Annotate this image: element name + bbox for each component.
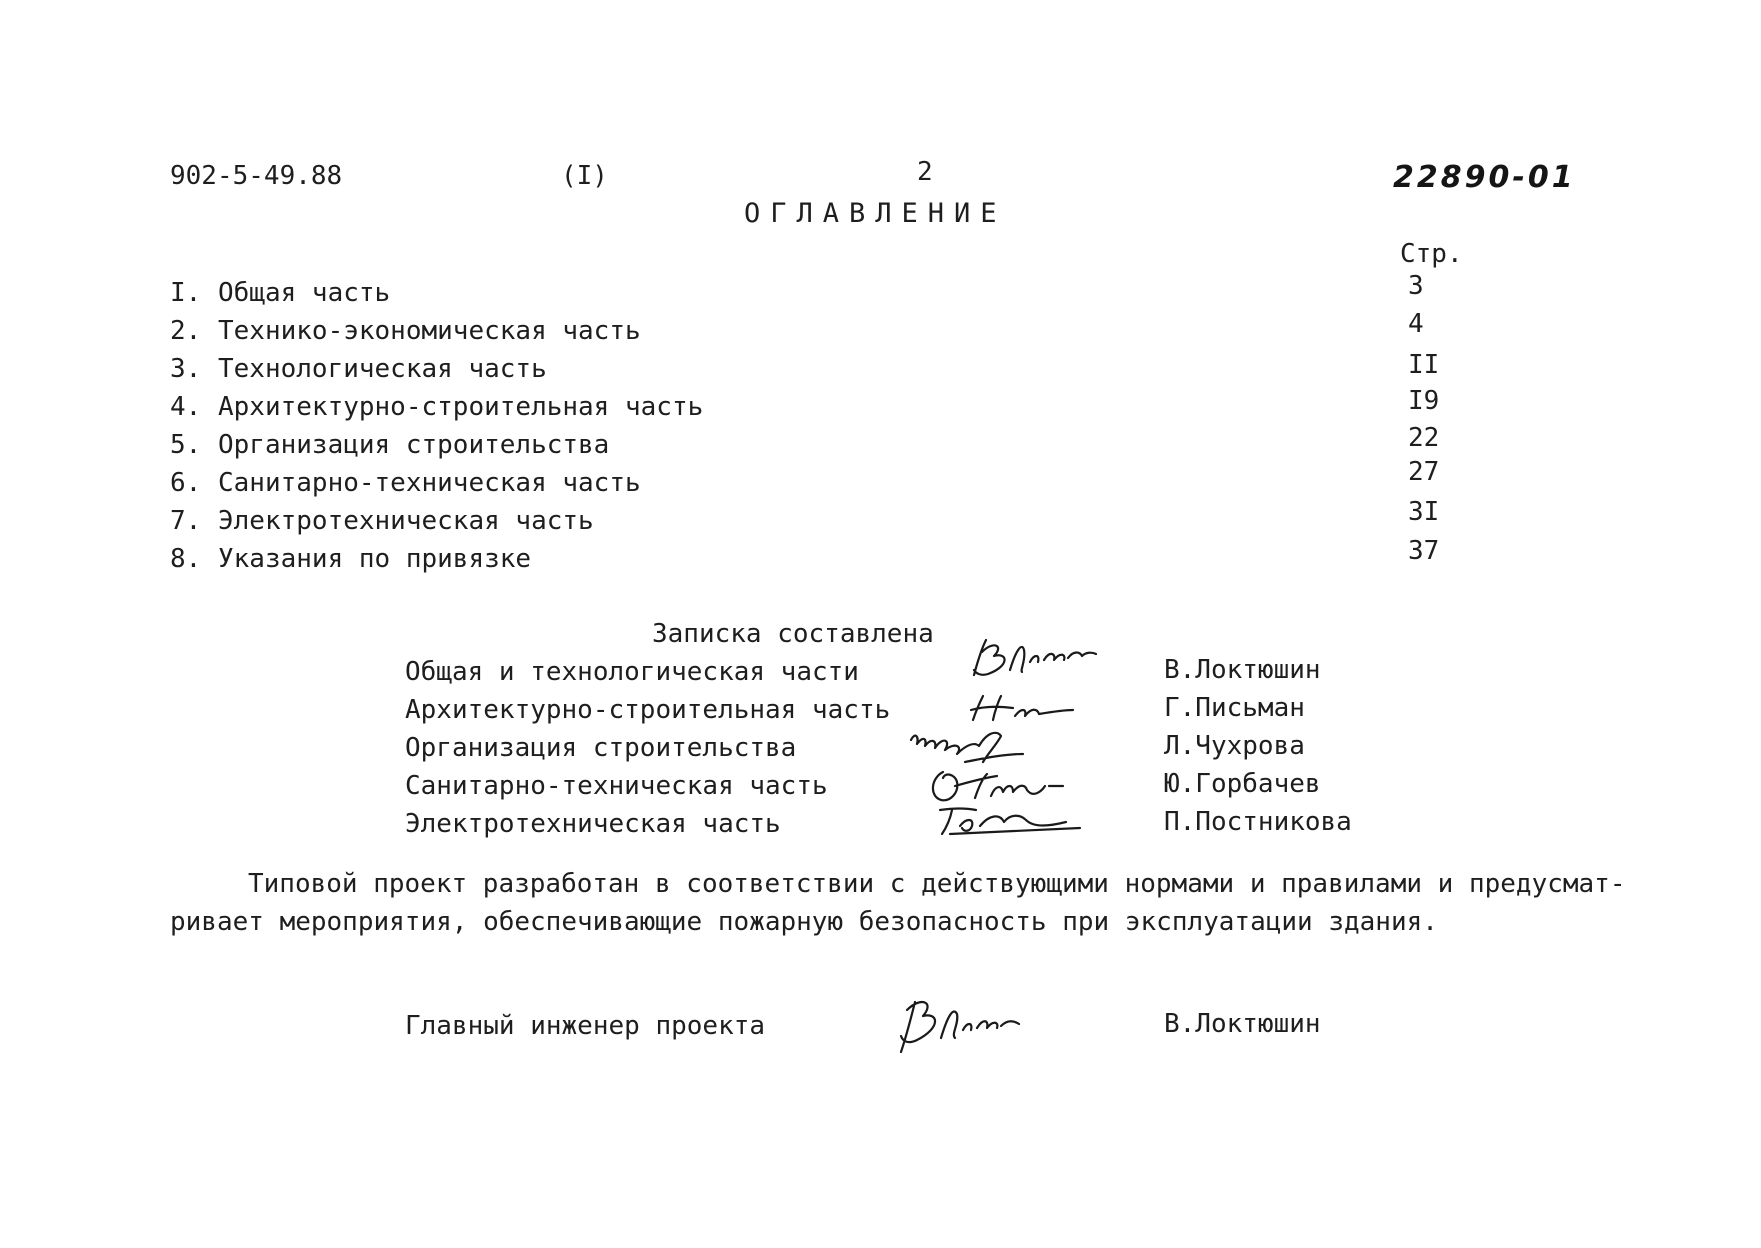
toc-item-title: Общая часть [218, 278, 391, 308]
toc-item-number: 6. [170, 468, 202, 498]
toc-item-page: 3 [1408, 271, 1424, 301]
toc-item-number: 5. [170, 430, 202, 460]
toc-item-page: I9 [1408, 386, 1440, 416]
signature-postnikova [930, 800, 1090, 840]
doc-code: 902-5-49.88 [170, 161, 343, 191]
toc-item-title: Технологическая часть [218, 354, 547, 384]
toc-item-number: 7. [170, 506, 202, 536]
toc-item-page: 3I [1408, 497, 1440, 527]
author-name: В.Локтюшин [1164, 655, 1321, 685]
inventory-number: 22890-01 [1393, 160, 1576, 195]
toc-item-title: Указания по привязке [218, 544, 532, 574]
toc-item [170, 543, 531, 575]
toc-item-number: 2. [170, 316, 202, 346]
toc-item-page: 4 [1408, 309, 1424, 339]
page-title: ОГЛАВЛЕНИЕ [744, 198, 1007, 229]
statement-line-2: ривает мероприятия, обеспечивающие пожарную безопасность при эксплуатации здания. [170, 907, 1438, 937]
signature-chief-engineer [885, 990, 1025, 1060]
toc-item-page: 22 [1408, 423, 1440, 453]
authors-heading: Записка составлена [652, 619, 934, 649]
author-name: Г.Письман [1164, 693, 1305, 723]
author-name: П.Постникова [1164, 807, 1352, 837]
toc-item [170, 391, 703, 423]
author-name: Ю.Горбачев [1164, 769, 1321, 799]
toc-item [170, 315, 641, 347]
page-number: 2 [917, 157, 933, 187]
author-section: Общая и технологическая части [405, 657, 859, 687]
author-section: Организация строительства [405, 733, 797, 763]
volume-number: (I) [561, 161, 608, 191]
toc-item [170, 429, 609, 461]
toc-item-title: Архитектурно-строительная часть [218, 392, 704, 422]
toc-item-title: Организация строительства [218, 430, 610, 460]
toc-item-title: Технико-экономическая часть [218, 316, 641, 346]
toc-item [170, 353, 547, 385]
author-section: Электротехническая часть [405, 809, 781, 839]
toc-item [170, 467, 641, 499]
page-column-label: Стр. [1400, 239, 1463, 269]
toc-item [170, 277, 390, 309]
toc-item-number: 3. [170, 354, 202, 384]
author-section: Архитектурно-строительная часть [405, 695, 891, 725]
author-section: Санитарно-техническая часть [405, 771, 828, 801]
toc-item-number: 8. [170, 544, 202, 574]
chief-name: В.Локтюшин [1164, 1009, 1321, 1039]
toc-item-page: 27 [1408, 457, 1440, 487]
toc-item-page: 37 [1408, 536, 1440, 566]
author-name: Л.Чухрова [1164, 731, 1305, 761]
toc-item-number: I. [170, 278, 202, 308]
toc-item-title: Санитарно-техническая часть [218, 468, 641, 498]
toc-item [170, 505, 594, 537]
toc-item-number: 4. [170, 392, 202, 422]
toc-item-title: Электротехническая часть [218, 506, 594, 536]
chief-role: Главный инженер проекта [405, 1011, 766, 1041]
toc-item-page: II [1408, 350, 1440, 380]
signature-loktyushin [960, 630, 1110, 690]
statement-line-1: Типовой проект разработан в соответствии с действующими нормами и правилами и предусмат- [248, 869, 1626, 899]
